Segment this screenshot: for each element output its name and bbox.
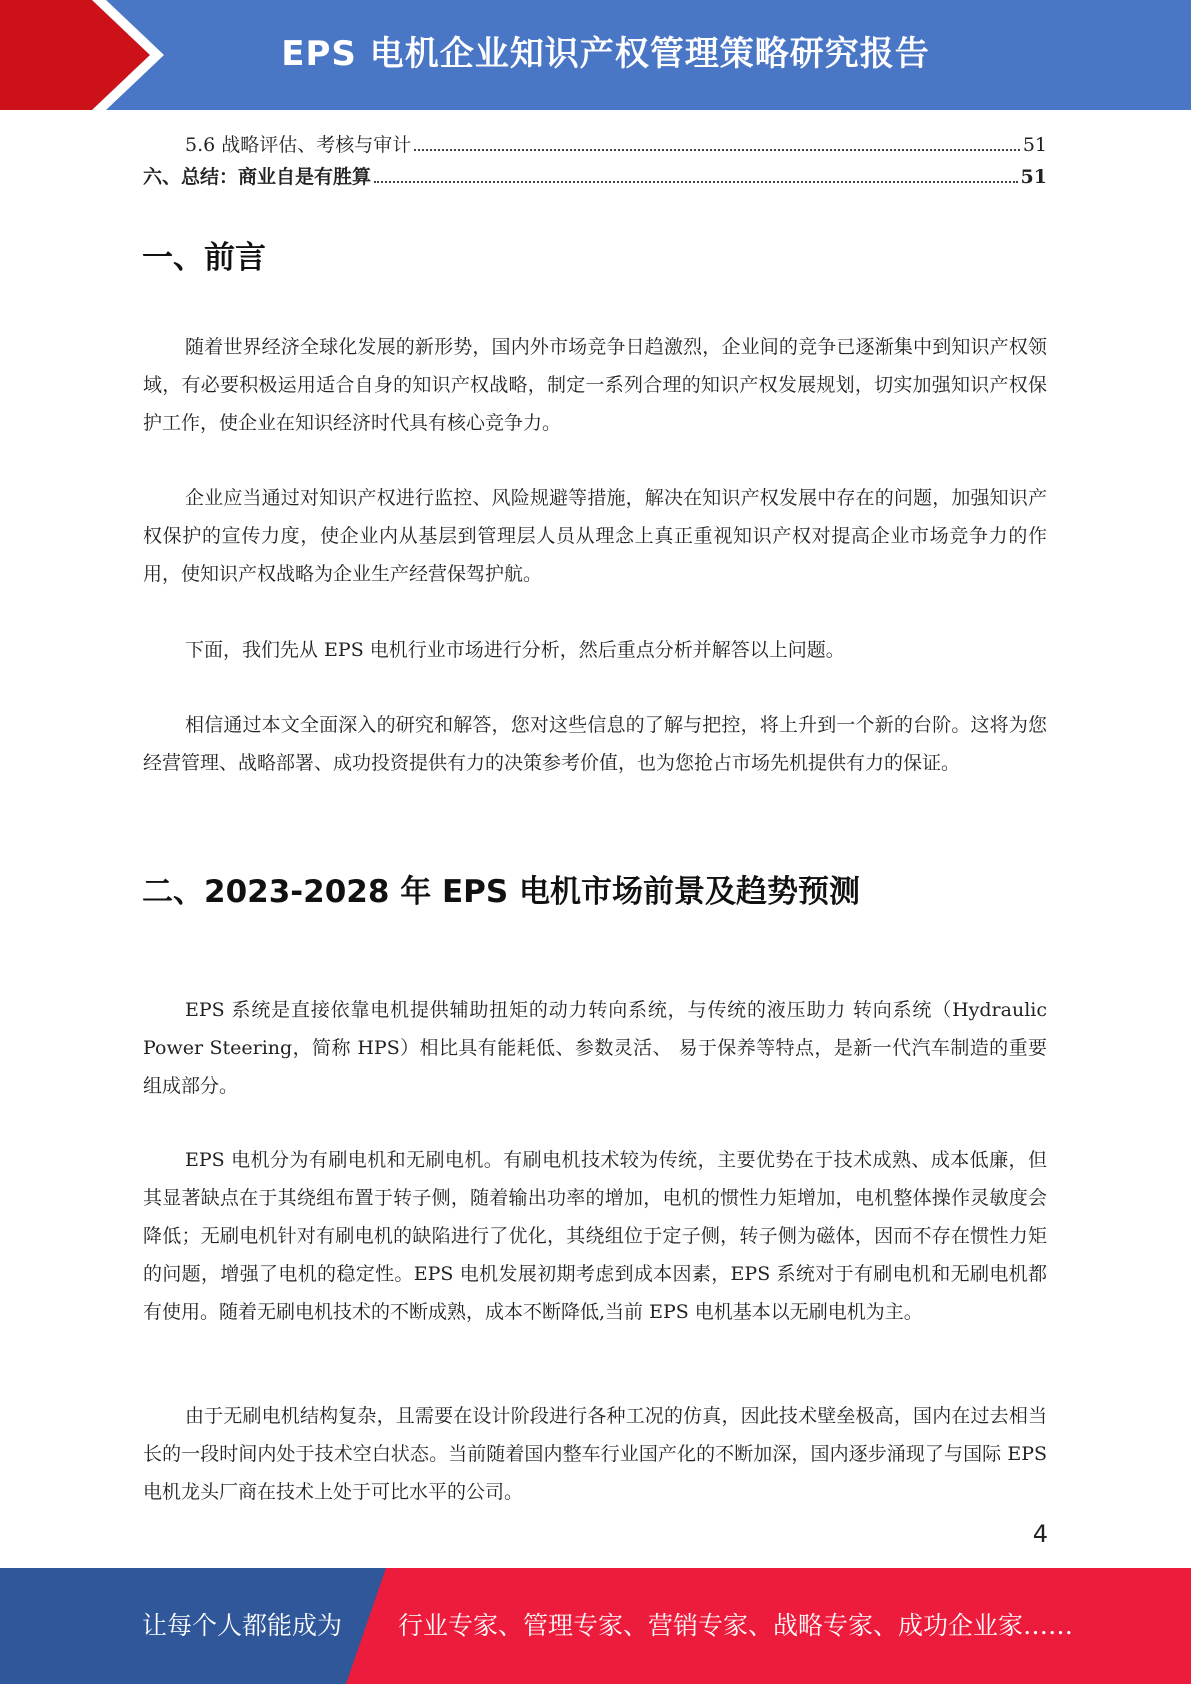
toc-leader-dots — [374, 181, 1018, 183]
toc-entry-page: 51 — [1020, 166, 1047, 188]
page-header — [0, 0, 1191, 110]
paragraph: 相信通过本文全面深入的研究和解答，您对这些信息的了解与把控，将上升到一个新的台阶。这将为您经营管理、战略部署、成功投资提供有力的决策参考价值，也为您抢占市场先机提供有力的保证。 — [143, 714, 1047, 774]
report-title: EPS 电机企业知识产权管理策略研究报告 — [281, 34, 930, 74]
toc-leader-dots — [414, 149, 1020, 151]
paragraph: 随着世界经济全球化发展的新形势，国内外市场竞争日趋激烈，企业间的竞争已逐渐集中到知识产权领域，有必要积极运用适合自身的知识产权战略，制定一系列合理的知识产权发展规划，切实加强知识产权保护工作，使企业在知识经济时代具有核心竞争力。 — [143, 336, 1047, 434]
paragraph: EPS 系统是直接依靠电机提供辅助扭矩的动力转向系统，与传统的液压助力 转向系统（Hydraulic Power Steering，简称 HPS）相比具有能耗低、参数灵活、 易于保养等特点，是新一代汽车制造的重要组成部分。 — [143, 999, 1047, 1097]
section-heading-preface: 一、前言 — [142, 240, 266, 276]
page-footer — [0, 1568, 1191, 1684]
toc-entry[interactable] — [143, 130, 1047, 162]
toc-entry-label: 5.6 战略评估、考核与审计 — [185, 134, 412, 156]
paragraph: 由于无刷电机结构复杂，且需要在设计阶段进行各种工况的仿真，因此技术壁垒极高，国内在过去相当长的一段时间内处于技术空白状态。当前随着国内整车行业国产化的不断加深，国内逐步涌现了与国际 EPS 电机龙头厂商在技术上处于可比水平的公司。 — [143, 1405, 1047, 1503]
page-number: 4 — [1032, 1520, 1048, 1548]
paragraph: 下面，我们先从 EPS 电机行业市场进行分析，然后重点分析并解答以上问题。 — [185, 639, 845, 661]
table-of-contents — [143, 130, 1047, 194]
footer-slogan-left: 让每个人都能成为 — [142, 1611, 343, 1640]
toc-entry-page: 51 — [1022, 134, 1047, 156]
section-heading-market-outlook: 二、2023-2028 年 EPS 电机市场前景及趋势预测 — [142, 874, 861, 910]
toc-entry[interactable] — [143, 162, 1047, 194]
paragraph: 企业应当通过对知识产权进行监控、风险规避等措施，解决在知识产权发展中存在的问题，加强知识产权保护的宣传力度，使企业内从基层到管理层人员从理念上真正重视知识产权对提高企业市场竞争力的作用，使知识产权战略为企业生产经营保驾护航。 — [143, 487, 1047, 585]
footer-slogan-right: 行业专家、管理专家、营销专家、战略专家、成功企业家…… — [398, 1611, 1074, 1640]
paragraph: EPS 电机分为有刷电机和无刷电机。有刷电机技术较为传统，主要优势在于技术成熟、成本低廉，但其显著缺点在于其绕组布置于转子侧，随着输出功率的增加，电机的惯性力矩增加，电机整体操作灵敏度会降低；无刷电机针对有刷电机的缺陷进行了优化，其绕组位于定子侧，转子侧为磁体，因而不存在惯性力矩的问题，增强了电机的稳定性。EPS 电机发展初期考虑到成本因素，EPS 系统对于有刷电机和无刷电机都有使用。随着无刷电机技术的不断成熟，成本不断降低,当前 EPS 电机基本以无刷电机为主。 — [143, 1149, 1047, 1323]
toc-entry-label: 六、总结：商业自是有胜算 — [143, 166, 372, 188]
